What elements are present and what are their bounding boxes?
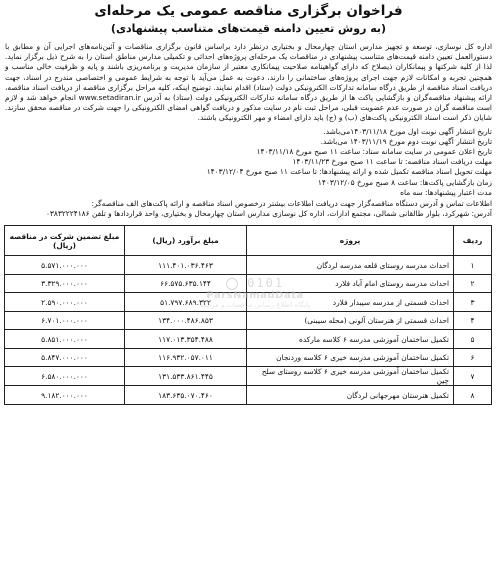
table-row bbox=[5, 274, 492, 293]
row-number: ۳ bbox=[454, 293, 492, 312]
project-name: احداث قسمتی از مدرسه سیبدار فلارد bbox=[247, 293, 454, 312]
guarantee-amount: ۵.۸۴۷.۰۰۰.۰۰۰ bbox=[5, 348, 125, 367]
deadline-submit-bids: مهلت تحویل اسناد مناقصه تکمیل شده و ارائه پیشنهادها: تا ساعت ۱۱ صبح مورخ ۱۴۰۳/۱۲/۰۴ bbox=[206, 167, 492, 177]
estimate-amount: ۱۳۱.۵۳۳.۸۶۱.۴۴۵ bbox=[125, 367, 247, 386]
table-row bbox=[5, 348, 492, 367]
project-name: احداث مدرسه روستای امام آباد فلارد bbox=[247, 274, 454, 293]
table-row bbox=[5, 386, 492, 405]
envelope-opening-time: زمان بازگشایی پاکت‌ها: ساعت ۸ صبح مورخ ۱۴۰۳/۱۲/۰۵ bbox=[317, 177, 492, 187]
guarantee-amount: ۶.۵۸۰.۰۰۰.۰۰۰ bbox=[5, 367, 125, 386]
guarantee-amount: ۵.۸۵۱.۰۰۰.۰۰۰ bbox=[5, 330, 125, 349]
deadline-receive-documents: مهلت دریافت اسناد مناقصه: تا ساعت ۱۱ صبح مورخ ۱۴۰۳/۱۱/۲۳ bbox=[292, 157, 492, 167]
dates-list bbox=[5, 127, 492, 198]
project-name: احداث مدرسه روستای قلعه مدرسه لردگان bbox=[247, 256, 454, 275]
row-number: ۱ bbox=[454, 256, 492, 275]
header-project: پروژه bbox=[247, 226, 454, 256]
table-header-row bbox=[5, 226, 492, 256]
table-row bbox=[5, 293, 492, 312]
guarantee-amount: ۲.۵۹۰.۰۰۰.۰۰۰ bbox=[5, 293, 125, 312]
header-estimate: مبلغ برآورد (ریال) bbox=[125, 226, 247, 256]
date-second-publication: تاریخ انتشار آگهی نوبت دوم مورخ ۱۴۰۳/۱۱/۱۹ می‌باشد. bbox=[320, 136, 492, 146]
watermark-site: ParsNamadData bbox=[206, 290, 304, 301]
guarantee-amount: ۶.۷۰۱.۰۰۰.۰۰۰ bbox=[5, 311, 125, 330]
row-number: ۵ bbox=[454, 330, 492, 349]
tender-notice bbox=[5, 3, 492, 405]
row-number: ۶ bbox=[454, 348, 492, 367]
project-name: احداث قسمتی از هنرستان آلونی (محله سیبنی) bbox=[247, 311, 454, 330]
date-first-publication: تاریخ انتشار آگهی نوبت اول مورخ ۱۴۰۳/۱۱/۱۸می‌باشد. bbox=[323, 126, 492, 136]
guarantee-amount: ۹.۱۸۲.۰۰۰.۰۰۰ bbox=[5, 386, 125, 405]
estimate-amount: ۱۱۱.۴۰۱.۰۳۶.۴۶۳ bbox=[125, 256, 247, 275]
estimate-amount: ۵۱.۷۹۷.۶۸۹.۳۲۲ bbox=[125, 293, 247, 312]
contact-block bbox=[5, 199, 492, 219]
table-row bbox=[5, 330, 492, 349]
project-name: تکمیل ساختمان آموزشی مدرسه ۶ کلاسه مارکده bbox=[247, 330, 454, 349]
notice-title: فراخوان برگزاری مناقصه عمومی یک مرحله‌ای bbox=[94, 3, 403, 19]
header-guarantee: مبلغ تضمین شرکت در مناقصه (ریال) bbox=[5, 226, 125, 256]
notice-body: اداره کل نوسازی، توسعه و تجهیز مدارس استان چهارمحال و بختیاری درنظر دارد براساس قانون برگزاری مناقصات و آئین‌نامه‌های اجرایی آن و مطابق با دستورالعمل تعیین دامنه قیمت‌های متناسب پیشنهادی در مناقصات یک مرحله‌ای پروژه‌های احداثی و تکمیلی مدارس مناطق استان را به شرح ذیل برگزار نماید. لذا از کلیه شرکتها و پیمانکاران ذیصلاح که دارای گواهینامه صلاحیت پیمانکاری معتبر از سازمان مدیریت و برنامه‌ریزی باشند و پایه و ظرفیت خالی مناسب و همچنین تجربه و امکانات لازم جهت اجرای پروژه‌های ساختمانی را دارند، دعوت به عمل می‌آید با توجه به شرایط عمومی و اختصاصی مندرج در اسناد، جهت دریافت اسناد مناقصه از طریق درگاه سامانه تدارکات الکترونیکی دولت (ستاد) اقدام نمایند. توضیح اینکه، کلیه مراحل برگزاری مناقصه از دریافت اسناد مناقصه، ارائه پیشنهاد مناقصه‌گران و بازگشایی پاکت ها از طریق درگاه سامانه تدارکات الکترونیکی دولت (ستاد) به آدرس www.setadiran.ir انجام خواهد شد و لازم است مناقصه گران در صورت عدم عضویت قبلی، مراحل ثبت نام در سایت مذکور و دریافت گواهی امضای الکترونیکی را جهت شرکت در مناقصه محقق سازند. شایان ذکر است اسناد الکترونیکی پاکت‌های (ب) و (ج) باید دارای امضاء و مهر الکترونیکی باشند. bbox=[5, 42, 492, 123]
watermark-number-text: 0101 bbox=[247, 276, 285, 290]
estimate-amount: ۶۶.۵۷۵.۶۳۵.۱۴۴ bbox=[125, 274, 247, 293]
row-number: ۲ bbox=[454, 274, 492, 293]
row-number: ۸ bbox=[454, 386, 492, 405]
project-name: تکمیل ساختمان آموزشی مدرسه خیری ۶ کلاسه وردنجان bbox=[247, 348, 454, 367]
row-number: ۴ bbox=[454, 311, 492, 330]
guarantee-amount: ۵.۵۷۱.۰۰۰.۰۰۰ bbox=[5, 256, 125, 275]
estimate-amount: ۱۱۶.۹۳۲.۰۵۷.۰۱۱ bbox=[125, 348, 247, 367]
watermark-tagline: پایگاه اطلاع رسانی مناقصات و مزایده bbox=[199, 301, 311, 309]
project-name: تکمیل ساختمان آموزشی مدرسه خیری ۶ کلاسه روستای سلح چین bbox=[247, 367, 454, 386]
guarantee-amount: ۳.۳۲۹.۰۰۰.۰۰۰ bbox=[5, 274, 125, 293]
contact-intro: اطلاعات تماس و آدرس دستگاه مناقصه‌گزار جهت دریافت اطلاعات بیشتر درخصوص اسناد مناقصه و ارائه پاکت‌های الف مناقصه‌گر: bbox=[91, 199, 492, 209]
header-row-number: ردیف bbox=[454, 226, 492, 256]
estimate-amount: ۱۳۴.۰۰۰.۴۸۶.۸۵۳ bbox=[125, 311, 247, 330]
estimate-amount: ۱۸۳.۶۳۵.۰۷۰.۴۶۰ bbox=[125, 386, 247, 405]
estimate-amount: ۱۱۷.۰۱۳.۳۵۴.۴۸۸ bbox=[125, 330, 247, 349]
notice-subtitle: (به روش تعیین دامنه قیمت‌های متناسب پیشنهادی) bbox=[110, 22, 387, 35]
date-public-announcement: تاریخ اعلان عمومی در سایت سامانه ستاد: ساعت ۱۱ صبح مورخ ۱۴۰۳/۱۱/۱۸ bbox=[256, 147, 492, 157]
row-number: ۷ bbox=[454, 367, 492, 386]
projects-table bbox=[4, 225, 492, 405]
bid-validity: مدت اعتبار پیشنهادها: سه ماه bbox=[400, 187, 492, 197]
table-row bbox=[5, 256, 492, 275]
table-row bbox=[5, 311, 492, 330]
table-row bbox=[5, 367, 492, 386]
contact-address: آدرس: شهرکرد، بلوار طالقانی شمالی، مجتمع ادارات، اداره کل نوسازی مدارس استان چهارمحال و بختیاری، واحد قراردادها و تلفن ۰۳۸۳۲۲۲۴۱۸۶ bbox=[45, 209, 492, 219]
project-name: تکمیل هنرستان مهرجهانی لردگان bbox=[247, 386, 454, 405]
